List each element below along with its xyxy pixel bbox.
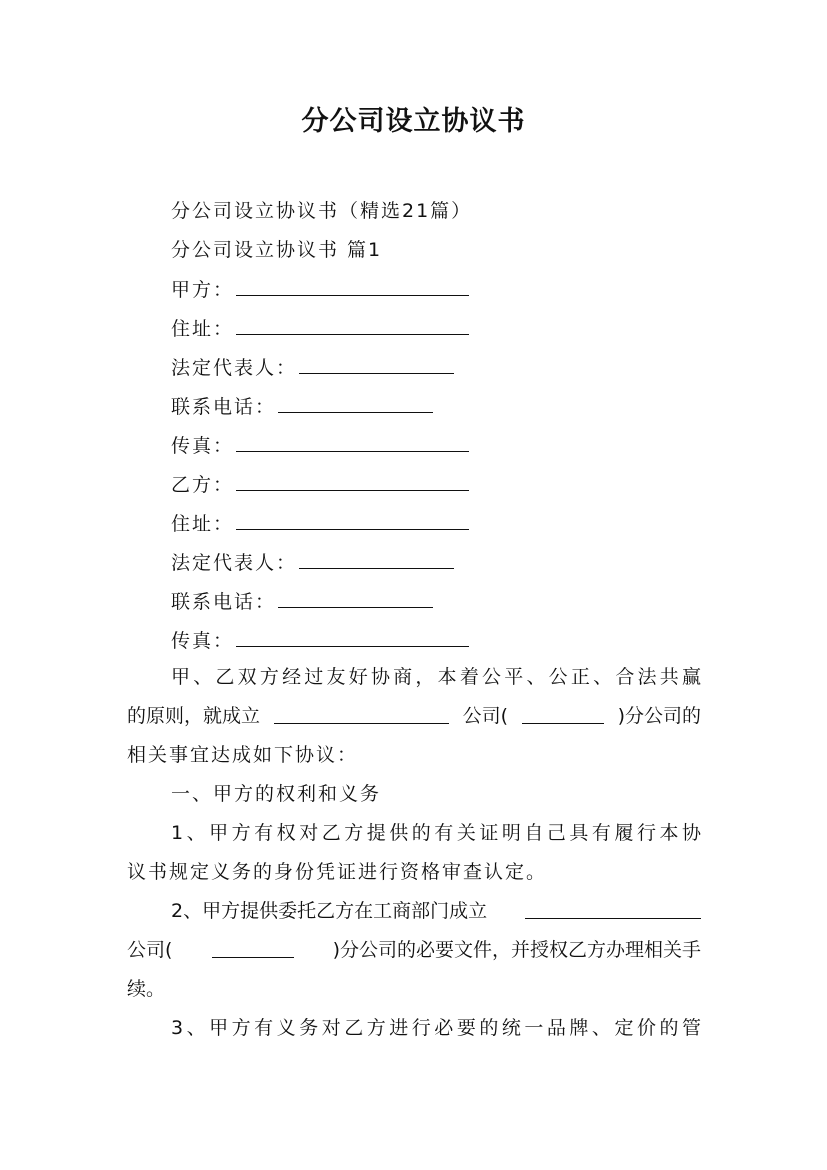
- party-b-label: 乙方：: [171, 474, 235, 496]
- intro-line-2-end: )分公司的: [617, 705, 701, 727]
- item2-line-2-end: )分公司的必要文件，并授权乙方办理相关手: [332, 939, 701, 961]
- party-b-address-blank: [236, 507, 469, 530]
- document-subtitle: 分公司设立协议书（精选21篇）: [171, 200, 473, 222]
- item1-line-1: 1、甲方有权对乙方提供的有关证明自己具有履行本协: [171, 822, 701, 844]
- party-b-legal-rep-blank: [299, 546, 454, 569]
- item2-line-2: [127, 935, 701, 965]
- party-a-legal-rep-line: [171, 351, 454, 383]
- party-a-legal-rep-label: 法定代表人：: [171, 357, 298, 379]
- party-a-address-label: 住址：: [171, 318, 235, 340]
- intro-line-2-start: 的原则，就成立: [127, 705, 261, 727]
- intro-company-label: 公司(: [462, 705, 508, 727]
- party-b-address-label: 住址：: [171, 513, 235, 535]
- party-b-phone-label: 联系电话：: [171, 591, 277, 613]
- item2-company-blank: [525, 896, 701, 919]
- party-a-blank: [236, 273, 469, 296]
- heading-party-a-rights: 一、甲方的权利和义务: [171, 783, 382, 805]
- company-region-blank: [522, 701, 604, 724]
- party-b-address-line: [171, 507, 469, 539]
- section-heading: 分公司设立协议书 篇1: [171, 239, 383, 261]
- company-name-blank: [274, 701, 449, 724]
- party-b-legal-rep-label: 法定代表人：: [171, 552, 298, 574]
- party-a-address-blank: [236, 312, 469, 335]
- party-b-fax-line: [171, 624, 469, 656]
- item2-region-blank: [212, 935, 294, 958]
- party-a-label: 甲方：: [171, 279, 235, 301]
- party-a-fax-line: [171, 429, 469, 461]
- party-a-legal-rep-blank: [299, 351, 454, 374]
- party-a-phone-line: [171, 390, 433, 422]
- party-a-phone-label: 联系电话：: [171, 396, 277, 418]
- item2-line-3: 续。: [127, 978, 166, 1000]
- intro-line-2: [127, 701, 701, 731]
- item1-line-2: 议书规定义务的身份凭证进行资格审查认定。: [127, 861, 548, 883]
- party-b-fax-label: 传真：: [171, 630, 235, 652]
- party-b-blank: [236, 468, 469, 491]
- party-b-phone-blank: [278, 585, 433, 608]
- party-b-legal-rep-line: [171, 546, 454, 578]
- party-a-line: [171, 273, 469, 305]
- party-b-fax-blank: [236, 624, 469, 647]
- item2-company-label: 公司(: [127, 939, 173, 961]
- intro-line-3: 相关事宜达成如下协议：: [127, 744, 359, 766]
- party-a-fax-blank: [236, 429, 469, 452]
- party-a-fax-label: 传真：: [171, 435, 235, 457]
- intro-line-1: 甲、乙双方经过友好协商，本着公平、公正、合法共赢: [171, 666, 701, 688]
- party-a-address-line: [171, 312, 469, 344]
- item2-line-1-text: 2、甲方提供委托乙方在工商部门成立: [171, 900, 488, 922]
- party-a-phone-blank: [278, 390, 433, 413]
- item3-line-1: 3、甲方有义务对乙方进行必要的统一品牌、定价的管: [171, 1017, 701, 1039]
- party-b-line: [171, 468, 469, 500]
- item2-line-1: [171, 896, 701, 926]
- party-b-phone-line: [171, 585, 433, 617]
- document-title: 分公司设立协议书: [301, 106, 526, 137]
